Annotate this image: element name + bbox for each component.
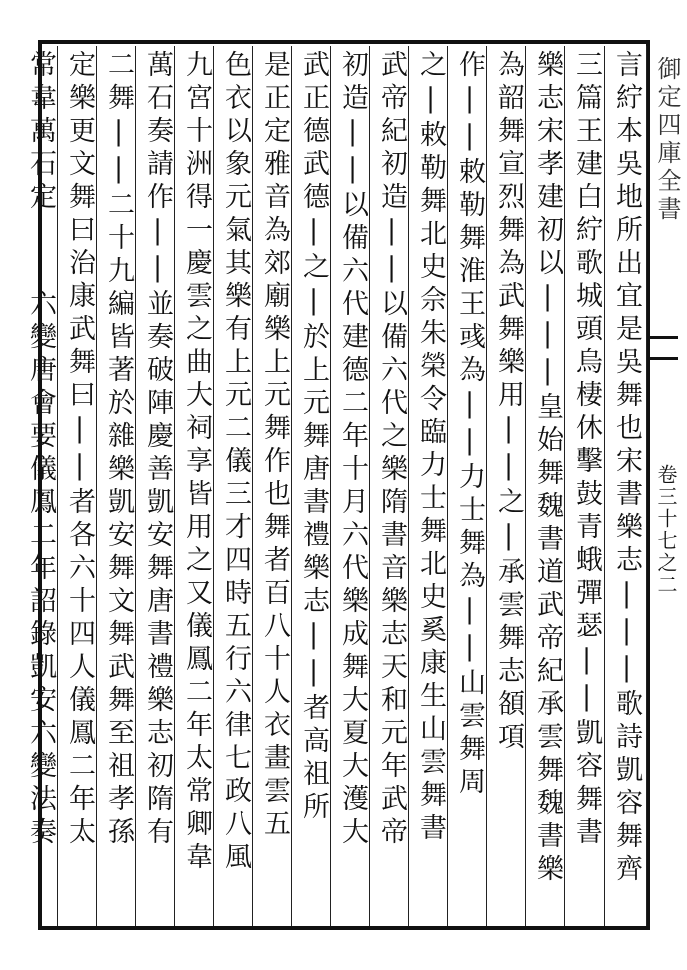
book-title: 御定四庫全書 [653,56,681,224]
volume-label: 卷三十七之二 [654,464,678,596]
column-rule [646,46,647,926]
text-column-11: 色衣以象元氣其樂有上元二儀三才四時五行六律七政八風 [220,50,251,875]
text-column-10: 是正定雅音為郊廟樂上元舞作也舞者百八十人衣畫雲五 [259,50,290,842]
text-column-3: 樂志宋孝建初以|||皇始舞魏書道武帝紀承雲舞魏書樂 [532,50,563,887]
page-margin-header [648,46,681,926]
text-column-7: 武帝紀初造||以備六代之樂隋書音樂志天和元年武帝 [376,50,407,850]
text-column-2: 三篇王建白紵歌城頭烏棲休擊鼓青蛾彈瑟||凱容舞書 [571,50,602,850]
text-column-9: 武正德武德|之|於上元舞唐書禮樂志||者高祖所 [298,50,329,825]
text-column-13: 萬石奏請作||並奏破陣慶善凱安舞唐書禮樂志初隋有 [142,50,173,850]
text-column-6: 之|敕勒舞北史佘朱榮令臨力士舞北史奚康生山雲舞書 [415,50,446,846]
fishtail-mark [648,336,678,360]
text-column-15: 定樂更文舞曰治康武舞曰||者各六十四人儀鳳二年太 [64,50,95,850]
text-column-14: 二舞||二十九編皆著於雜樂凱安舞文舞武舞至祖孝孫 [103,50,134,850]
text-column-12: 九宮十洲得一慶雲之曲大祠享皆用之又儀鳳二年太常卿韋 [181,50,212,875]
text-column-8: 初造||以備六代建德二年十月六代樂成舞大夏大濩大 [337,50,368,850]
text-column-16: 常韋萬石定||六變唐會要儀鳳二年詔錄凱安六變法奏 [25,50,56,850]
text-column-5: 作||敕勒舞淮王彧為||力士舞為||山雲舞周 [454,50,485,800]
text-column-1: 言紵本吳地所出宜是吳舞也宋書樂志|||歌詩凱容舞齊 [611,50,642,887]
text-column-4: 為韶舞宣烈舞為武舞樂用||之|承雲舞志頟項 [493,50,524,755]
